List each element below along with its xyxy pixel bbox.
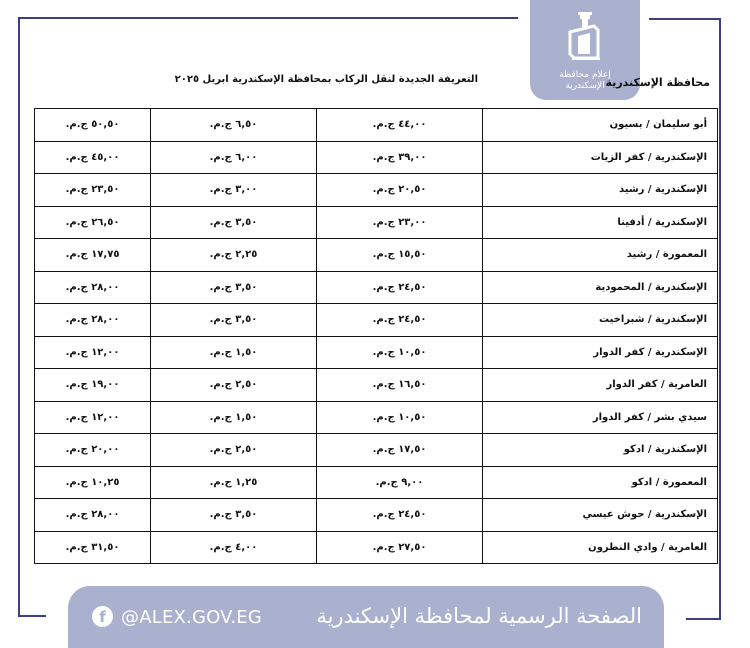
fare-c-cell: ١٢,٠٠ ج.م. xyxy=(35,336,151,369)
table-row xyxy=(35,109,718,142)
fare-a-cell: ٤٤,٠٠ ج.م. xyxy=(317,109,483,142)
fare-c-cell: ٢٣,٥٠ ج.م. xyxy=(35,174,151,207)
facebook-icon[interactable]: f xyxy=(92,606,113,627)
logo-line-2: الإسكندرية xyxy=(565,81,605,91)
table-row xyxy=(35,401,718,434)
frame-line xyxy=(18,17,20,617)
route-cell: الإسكندرية / ادكو xyxy=(483,434,718,467)
fare-a-cell: ٩,٠٠ ج.م. xyxy=(317,466,483,499)
fare-b-cell: ٣,٥٠ ج.م. xyxy=(151,206,317,239)
fare-c-cell: ٢٨,٠٠ ج.م. xyxy=(35,499,151,532)
fare-b-cell: ٢,٢٥ ج.م. xyxy=(151,239,317,272)
fare-a-cell: ٢٤,٥٠ ج.م. xyxy=(317,304,483,337)
fare-c-cell: ٢٨,٠٠ ج.م. xyxy=(35,271,151,304)
fare-c-cell: ٥٠,٥٠ ج.م. xyxy=(35,109,151,142)
fare-a-cell: ٢٧,٥٠ ج.م. xyxy=(317,531,483,564)
route-cell: الإسكندرية / رشيد xyxy=(483,174,718,207)
route-cell: الإسكندرية / المحمودية xyxy=(483,271,718,304)
fare-b-cell: ٢,٥٠ ج.م. xyxy=(151,369,317,402)
route-cell: أبو سليمان / بسيون xyxy=(483,109,718,142)
governorate-label: محافظة الإسكندرية xyxy=(605,76,710,89)
logo-line-1: إعلام محافظة xyxy=(559,70,611,80)
table-row xyxy=(35,239,718,272)
footer-bar xyxy=(68,586,664,648)
table-row xyxy=(35,369,718,402)
fare-b-cell: ١,٢٥ ج.م. xyxy=(151,466,317,499)
frame-line xyxy=(719,18,721,620)
fare-b-cell: ٦,٥٠ ج.م. xyxy=(151,109,317,142)
document-title: التعريفة الجديدة لنقل الركاب بمحافظة الإسكندرية ابريل ٢٠٢٥ xyxy=(174,74,478,85)
fare-a-cell: ٢٤,٥٠ ج.م. xyxy=(317,271,483,304)
fare-b-cell: ١,٥٠ ج.م. xyxy=(151,336,317,369)
fare-b-cell: ٣,٥٠ ج.م. xyxy=(151,499,317,532)
frame-line xyxy=(686,618,721,620)
route-cell: العامرية / كفر الدوار xyxy=(483,369,718,402)
fare-b-cell: ٢,٥٠ ج.م. xyxy=(151,434,317,467)
route-cell: المعمورة / رشيد xyxy=(483,239,718,272)
fare-c-cell: ٢٨,٠٠ ج.م. xyxy=(35,304,151,337)
fare-c-cell: ٢٠,٠٠ ج.م. xyxy=(35,434,151,467)
fare-b-cell: ٣,٥٠ ج.م. xyxy=(151,304,317,337)
fare-c-cell: ٤٥,٠٠ ج.م. xyxy=(35,141,151,174)
fare-a-cell: ١٠,٥٠ ج.م. xyxy=(317,401,483,434)
table-row xyxy=(35,336,718,369)
fare-a-cell: ١٦,٥٠ ج.م. xyxy=(317,369,483,402)
route-cell: الإسكندرية / شبراخيت xyxy=(483,304,718,337)
governorate-logo-icon xyxy=(564,10,606,62)
table-row xyxy=(35,531,718,564)
fare-c-cell: ١٧,٧٥ ج.م. xyxy=(35,239,151,272)
fare-b-cell: ١,٥٠ ج.م. xyxy=(151,401,317,434)
route-cell: المعمورة / ادكو xyxy=(483,466,718,499)
fare-b-cell: ٤,٠٠ ج.م. xyxy=(151,531,317,564)
table-row xyxy=(35,206,718,239)
fare-a-cell: ٢٤,٥٠ ج.م. xyxy=(317,499,483,532)
table-row xyxy=(35,174,718,207)
fare-c-cell: ٣١,٥٠ ج.م. xyxy=(35,531,151,564)
frame-line xyxy=(18,17,518,19)
table-row xyxy=(35,271,718,304)
table-row xyxy=(35,466,718,499)
fare-a-cell: ١٥,٥٠ ج.م. xyxy=(317,239,483,272)
fare-c-cell: ١٢,٠٠ ج.م. xyxy=(35,401,151,434)
route-cell: الإسكندرية / كفر الدوار xyxy=(483,336,718,369)
table-row xyxy=(35,141,718,174)
route-cell: الإسكندرية / أدفينا xyxy=(483,206,718,239)
table-row xyxy=(35,499,718,532)
facebook-handle[interactable]: @ALEX.GOV.EG xyxy=(121,607,263,628)
route-cell: العامرية / وادي النطرون xyxy=(483,531,718,564)
fare-b-cell: ٣,٠٠ ج.م. xyxy=(151,174,317,207)
table-row xyxy=(35,304,718,337)
frame-line xyxy=(649,18,721,20)
fare-table xyxy=(34,108,718,564)
fare-a-cell: ٢٣,٠٠ ج.م. xyxy=(317,206,483,239)
fare-a-cell: ٢٠,٥٠ ج.م. xyxy=(317,174,483,207)
official-page-title: الصفحة الرسمية لمحافظة الإسكندرية xyxy=(316,604,642,628)
route-cell: الإسكندرية / كفر الزيات xyxy=(483,141,718,174)
fare-c-cell: ١٠,٢٥ ج.م. xyxy=(35,466,151,499)
table-row xyxy=(35,434,718,467)
fare-c-cell: ٢٦,٥٠ ج.م. xyxy=(35,206,151,239)
route-cell: سيدي بشر / كفر الدوار xyxy=(483,401,718,434)
fare-a-cell: ١٠,٥٠ ج.م. xyxy=(317,336,483,369)
fare-b-cell: ٣,٥٠ ج.م. xyxy=(151,271,317,304)
fare-a-cell: ٣٩,٠٠ ج.م. xyxy=(317,141,483,174)
route-cell: الإسكندرية / حوش عيسي xyxy=(483,499,718,532)
frame-line xyxy=(18,615,46,617)
fare-c-cell: ١٩,٠٠ ج.م. xyxy=(35,369,151,402)
fare-b-cell: ٦,٠٠ ج.م. xyxy=(151,141,317,174)
fare-a-cell: ١٧,٥٠ ج.م. xyxy=(317,434,483,467)
